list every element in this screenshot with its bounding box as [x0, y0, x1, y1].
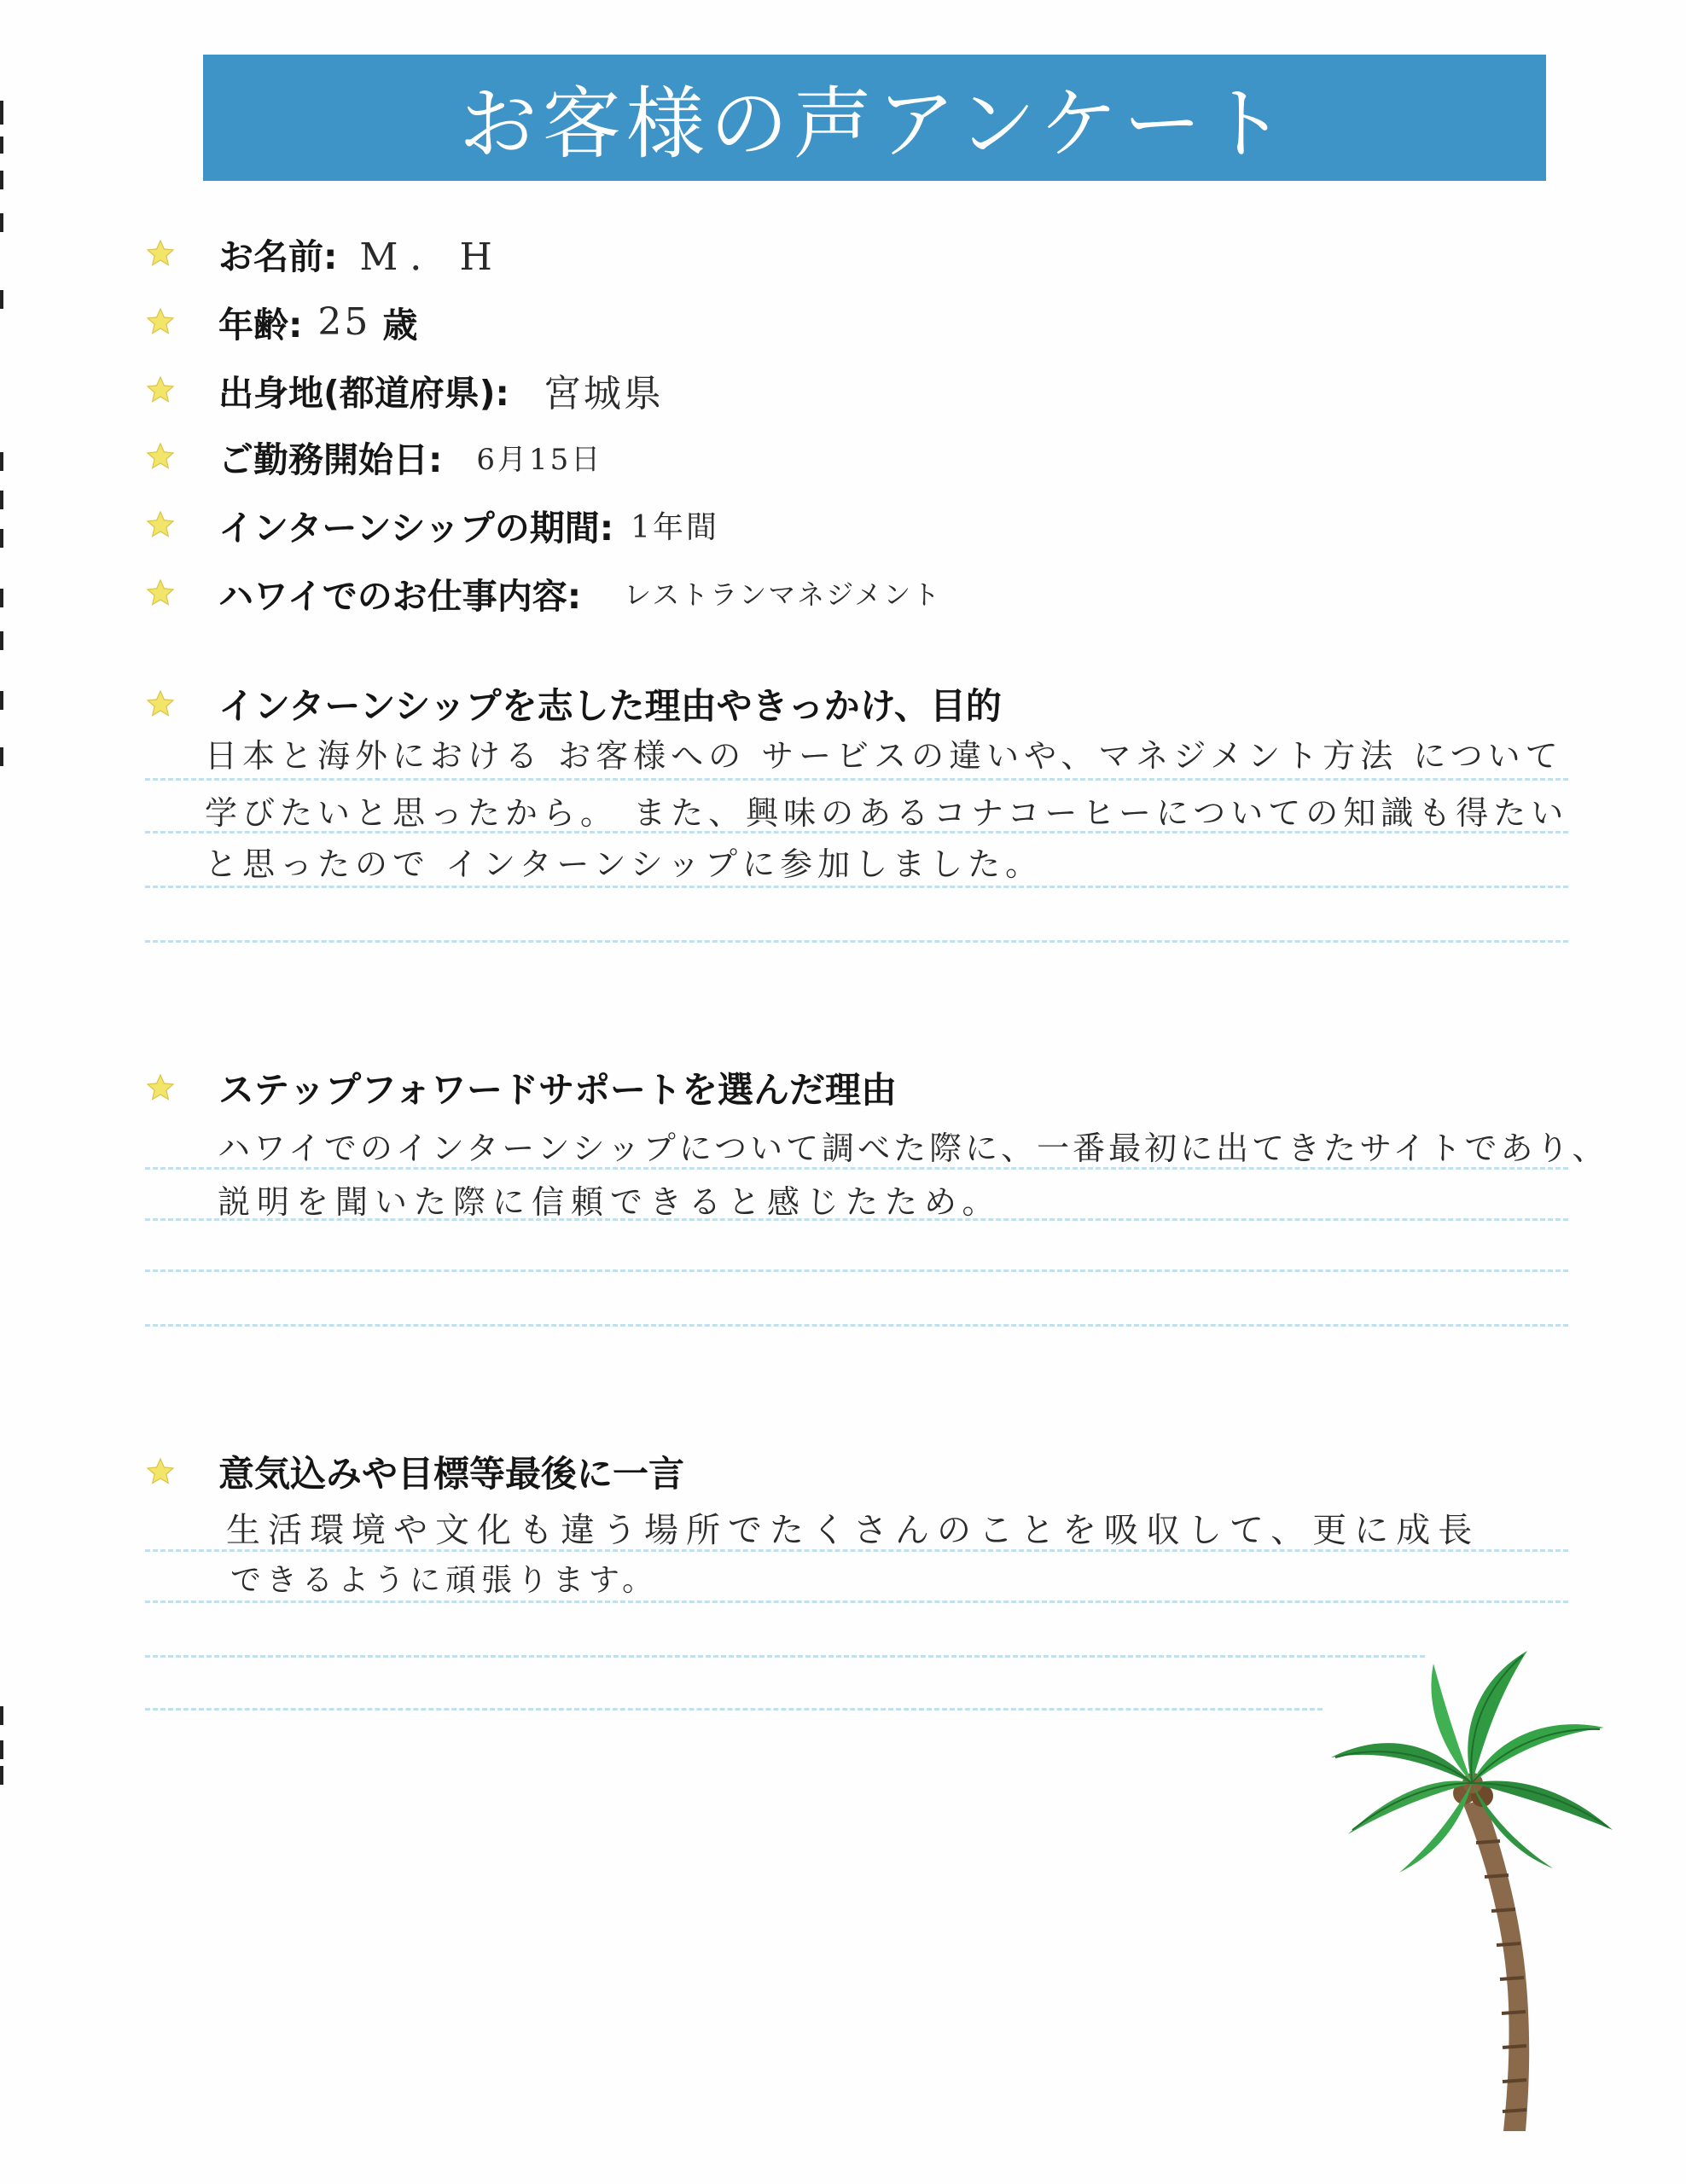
field-label: インターンシップの期間: [218, 507, 614, 549]
answer-line: できるように頑張ります。 [230, 1563, 659, 1598]
scan-edge-mark [0, 213, 3, 232]
star-icon [145, 688, 176, 719]
star-icon [145, 509, 176, 540]
ruled-line [145, 940, 1568, 943]
question-label: 意気込みや目標等最後に一言 [218, 1453, 685, 1495]
star-icon [145, 1072, 176, 1103]
ruled-line [145, 778, 1568, 781]
field-label: ご勤務開始日: [218, 439, 443, 480]
field-label: ハワイでのお仕事内容: [218, 575, 582, 617]
field-label: お名前: [218, 235, 338, 277]
ruled-line [145, 1549, 1568, 1552]
field-value: 宮城県 [543, 372, 664, 415]
age-suffix: 歳 [382, 304, 418, 346]
scan-edge-mark [0, 171, 3, 189]
scan-edge-mark [0, 491, 3, 509]
field-label: 出身地(都道府県): [218, 372, 509, 414]
scan-edge-mark [0, 452, 3, 471]
page-title: お客様の声アンケート [458, 78, 1291, 170]
question-label: ステップフォワードサポートを選んだ理由 [218, 1069, 898, 1111]
question-motivation [145, 674, 1002, 734]
answer-line: 学びたいと思ったから。 また、興味のあるコナコーヒーについての知識も得たい [205, 794, 1569, 832]
field-name [145, 224, 504, 283]
answer-line: 説明を聞いた際に信頼できると感じたため。 [218, 1183, 1002, 1221]
ruled-line [145, 1269, 1568, 1272]
ruled-line [145, 1600, 1568, 1603]
field-internship-period [145, 495, 719, 555]
ruled-line [145, 1655, 1425, 1658]
scan-edge-mark [0, 136, 3, 154]
field-value: レストランマネジメント [624, 578, 942, 611]
field-job-content [145, 563, 941, 623]
question-why-chosen [145, 1058, 897, 1118]
field-value: 1年間 [631, 509, 719, 545]
scan-edge-mark [0, 1740, 3, 1759]
field-value: 6月15日 [476, 442, 603, 477]
field-value: M．H [359, 235, 504, 279]
field-age [145, 292, 417, 351]
scan-edge-mark [0, 101, 3, 125]
ruled-line [145, 1218, 1568, 1221]
ruled-line [145, 1708, 1323, 1711]
scan-edge-mark [0, 747, 3, 766]
field-start-date [145, 427, 602, 486]
star-icon [145, 441, 176, 472]
scan-edge-mark [0, 290, 3, 309]
field-hometown [145, 360, 664, 420]
answer-line: 生活環境や文化も違う場所でたくさんのことを吸収して、更に成長 [226, 1511, 1480, 1550]
field-value: 25 [317, 299, 371, 344]
scan-edge-mark [0, 589, 3, 607]
scan-edge-mark [0, 1706, 3, 1725]
field-label: 年齢: [218, 304, 303, 346]
star-icon [145, 578, 176, 608]
star-icon [145, 306, 176, 337]
star-icon [145, 238, 176, 269]
answer-line: と思ったので インターンシップに参加しました。 [205, 845, 1044, 883]
answer-line: ハワイでのインターンシップについて調べた際に、一番最初に出てきたサイトであり、 [218, 1130, 1608, 1167]
star-icon [145, 375, 176, 405]
ruled-line [145, 1167, 1568, 1170]
scan-edge-mark [0, 631, 3, 650]
question-final-words [145, 1442, 684, 1502]
palm-tree-icon [1314, 1647, 1638, 2133]
scan-edge-mark [0, 529, 3, 548]
question-label: インターンシップを志した理由やきっかけ、目的 [218, 685, 1002, 727]
ruled-line [145, 831, 1568, 834]
ruled-line [145, 886, 1568, 888]
scan-edge-mark [0, 691, 3, 710]
title-banner [203, 55, 1546, 181]
scan-edge-mark [0, 1766, 3, 1785]
ruled-line [145, 1324, 1568, 1327]
answer-line: 日本と海外における お客様への サービスの違いや、マネジメント方法 について [205, 737, 1563, 775]
star-icon [145, 1456, 176, 1487]
